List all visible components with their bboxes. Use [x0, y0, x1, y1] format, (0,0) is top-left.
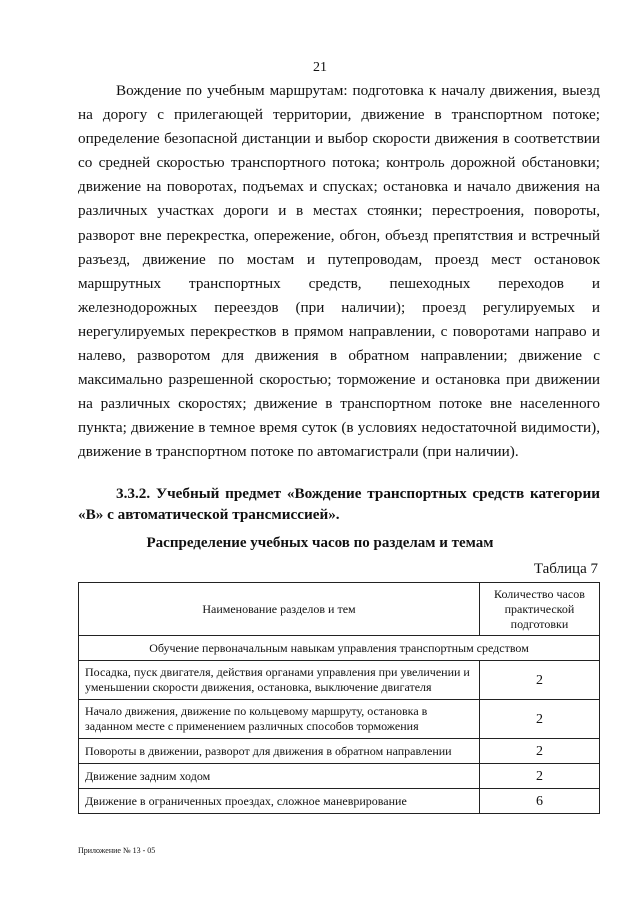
topic-cell: Посадка, пуск двигателя, действия органами управления при увеличении и уменьшении скорости движения, остановка, выключение двигателя [79, 661, 480, 700]
hours-cell: 6 [479, 789, 599, 814]
hours-cell: 2 [479, 700, 599, 739]
topic-cell: Повороты в движении, разворот для движения в обратном направлении [79, 739, 480, 764]
section-heading: 3.3.2. Учебный предмет «Вождение транспортных средств категории «B» с автоматической трансмиссией». [78, 485, 600, 523]
table-row [79, 700, 600, 739]
table-row [79, 789, 600, 814]
table-row [79, 739, 600, 764]
topic-cell: Движение задним ходом [79, 764, 480, 789]
table-row [79, 764, 600, 789]
header-hours-cell: Количество часов практической подготовки [479, 583, 599, 636]
body-paragraph: Вождение по учебным маршрутам: подготовка к началу движения, выезд на дорогу с прилегающей территории, движение в транспортном потоке; определение безопасной дистанции и выбор скорости движения в соответствии со средней скоростью транспортного потока; контроль дорожной обстановки; движение на поворотах, подъемах и спусках; остановка и начало движения на различных участках дороги и в местах стоянки; перестроения, повороты, разворот вне перекрестка, опережение, обгон, объезд препятствия и встречный разъезд, движение по мостам и путепроводам, проезд мест остановок маршрутных транспортных средств, пешеходных переходов и железнодорожных переездов (при наличии); проезд регулируемых и нерегулируемых перекрестков в прямом направлении, с поворотами направо и налево, разворотом для движения в обратном направлении; движение с максимально разрешенной скоростью; торможение и остановка при движении на различных скоростях; движение в транспортном потоке вне населенного пункта; движение в темное время суток (в условиях недостаточной видимости), движение в транспортном потоке по автомагистрали (при наличии). [78, 82, 600, 461]
table-section-row [79, 636, 600, 661]
table-row [79, 661, 600, 700]
table-header-row [79, 583, 600, 636]
hours-table [78, 582, 600, 814]
hours-cell: 2 [479, 739, 599, 764]
header-name-cell: Наименование разделов и тем [79, 583, 480, 636]
table-heading: Распределение учебных часов по разделам и темам [146, 535, 494, 551]
table-label: Таблица 7 [533, 561, 598, 577]
page-number: 21 [313, 60, 327, 75]
hours-cell: 2 [479, 764, 599, 789]
page-footer: Приложение № 13 - 05 [78, 846, 156, 855]
topic-cell: Движение в ограниченных проездах, сложное маневрирование [79, 789, 480, 814]
topic-cell: Начало движения, движение по кольцевому маршруту, остановка в заданном месте с применением различных способов торможения [79, 700, 480, 739]
section-title-cell: Обучение первоначальным навыкам управления транспортным средством [79, 636, 600, 661]
hours-cell: 2 [479, 661, 599, 700]
